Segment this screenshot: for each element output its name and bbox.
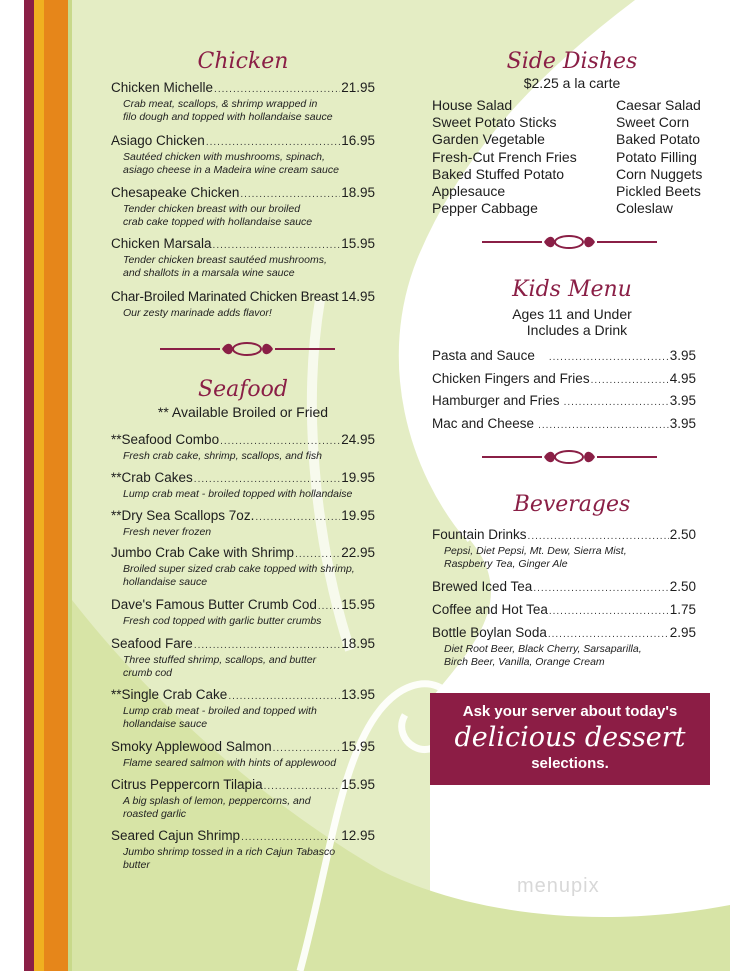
- menu-item: [111, 687, 375, 731]
- chicken-title: Chicken: [197, 49, 289, 74]
- side-item: Corn Nuggets: [616, 165, 703, 182]
- menu-item: [111, 80, 375, 124]
- item-desc: crab cake topped with hollandaise sauce: [123, 216, 313, 228]
- item-desc: and shallots in a marsala wine sauce: [123, 267, 295, 279]
- item-price: 19.95: [341, 508, 375, 523]
- item-name: Coffee and Hot Tea: [432, 602, 548, 617]
- item-name: Seafood Fare: [111, 636, 193, 651]
- menu-item: [111, 508, 375, 539]
- item-desc: Raspberry Tea, Ginger Ale: [444, 558, 568, 570]
- menu-item: [111, 236, 375, 280]
- side-item: Sweet Potato Sticks: [432, 114, 557, 131]
- item-desc: Birch Beer, Vanilla, Orange Cream: [444, 656, 605, 668]
- item-price: 18.95: [341, 636, 375, 651]
- promo-line-2: delicious dessert: [454, 722, 686, 753]
- kids-note-2: Includes a Drink: [526, 322, 628, 338]
- menu-item: [111, 739, 375, 770]
- ornament-divider: [160, 338, 335, 360]
- item-desc: hollandaise sauce: [123, 718, 208, 730]
- stripe-orange: [44, 0, 68, 971]
- item-desc: Tender chicken breast with our broiled: [123, 203, 301, 215]
- item-price: 14.95: [341, 289, 375, 304]
- item-desc: Lump crab meat - broiled topped with hollandaise: [123, 488, 353, 500]
- menu-item: [432, 579, 696, 597]
- side-item: House Salad: [432, 97, 513, 113]
- item-price: 2.50: [669, 527, 696, 542]
- menu-item: [432, 348, 696, 366]
- menu-item: [432, 416, 696, 434]
- item-name: Chesapeake Chicken: [111, 185, 240, 200]
- item-name: Seared Cajun Shrimp: [111, 828, 241, 843]
- item-desc: Fresh never frozen: [123, 526, 212, 538]
- menu-item: [111, 185, 375, 229]
- item-price: 22.95: [341, 545, 375, 560]
- item-desc: roasted garlic: [123, 808, 187, 820]
- sides-header: [432, 50, 712, 91]
- item-price: 18.95: [341, 185, 375, 200]
- item-desc: Diet Root Beer, Black Cherry, Sarsaparilla,: [444, 643, 642, 655]
- item-price: 15.95: [341, 777, 375, 792]
- item-name: Fountain Drinks: [432, 527, 527, 542]
- beverages-title: Beverages: [513, 492, 631, 517]
- item-name: **Single Crab Cake: [111, 687, 228, 702]
- item-name: **Seafood Combo: [111, 432, 220, 447]
- item-price: 12.95: [341, 828, 375, 843]
- item-price: 16.95: [341, 133, 375, 148]
- item-desc: hollandaise sauce: [123, 576, 208, 588]
- item-name: Chicken Marsala: [111, 236, 212, 251]
- stripe-maroon: [24, 0, 34, 971]
- menu-item: [432, 371, 696, 389]
- item-name: Asiago Chicken: [111, 133, 205, 148]
- seafood-title: Seafood: [198, 377, 288, 402]
- item-desc: Our zesty marinade adds flavor!: [123, 307, 272, 319]
- side-item: Caesar Salad: [616, 97, 701, 113]
- item-price: 2.95: [669, 625, 696, 640]
- item-name: Pasta and Sauce: [432, 348, 535, 363]
- item-price: 19.95: [341, 470, 375, 485]
- item-desc: Flame seared salmon with hints of applewood: [123, 757, 337, 769]
- item-name: Bottle Boylan Soda: [432, 625, 547, 640]
- item-name: Chicken Fingers and Fries: [432, 371, 590, 386]
- item-price: 13.95: [341, 687, 375, 702]
- side-item: Fresh-Cut French Fries: [432, 148, 577, 165]
- item-desc: Crab meat, scallops, & shrimp wrapped in: [123, 98, 318, 110]
- item-price: 3.95: [669, 348, 696, 363]
- ornament-divider: [482, 231, 657, 253]
- item-price: 15.95: [341, 597, 375, 612]
- item-name: Char-Broiled Marinated Chicken Breast: [111, 289, 339, 304]
- menu-item: [432, 602, 696, 620]
- side-item: Pepper Cabbage: [432, 200, 538, 217]
- sides-title: Side Dishes: [506, 49, 638, 74]
- item-desc: Fresh crab cake, shrimp, scallops, and fish: [123, 450, 322, 462]
- item-desc: Sautéed chicken with mushrooms, spinach,: [123, 151, 325, 163]
- item-name: Smoky Applewood Salmon: [111, 739, 272, 754]
- sides-price-note: $2.25 a la carte: [523, 75, 621, 91]
- item-desc: Broiled super sized crab cake topped with shrimp,: [123, 563, 355, 575]
- dessert-promo-banner: [430, 693, 710, 785]
- item-price: 2.50: [669, 579, 696, 594]
- seafood-header: [111, 378, 375, 420]
- item-desc: Fresh cod topped with garlic butter crumbs: [123, 615, 322, 627]
- stripe-green: [68, 0, 72, 971]
- chicken-section: [111, 50, 375, 74]
- menu-item: [111, 828, 375, 872]
- item-desc: Tender chicken breast sautéed mushrooms,: [123, 254, 327, 266]
- item-desc: A big splash of lemon, peppercorns, and: [123, 795, 311, 807]
- item-desc: crumb cod: [123, 667, 173, 679]
- item-name: Chicken Michelle: [111, 80, 214, 95]
- item-price: 15.95: [341, 236, 375, 251]
- item-desc: asiago cheese in a Madeira wine cream sauce: [123, 164, 339, 176]
- side-item: Coleslaw: [616, 200, 673, 217]
- ornament-divider: [482, 446, 657, 468]
- menu-item: [111, 545, 375, 589]
- kids-header: [432, 278, 712, 338]
- seafood-subtitle: ** Available Broiled or Fried: [157, 404, 329, 420]
- item-desc: Jumbo shrimp tossed in a rich Cajun Tabasco: [123, 846, 336, 858]
- item-name: Citrus Peppercorn Tilapia: [111, 777, 263, 792]
- menu-item: [111, 289, 375, 320]
- side-item: Pickled Beets: [616, 183, 701, 200]
- item-name: Dave's Famous Butter Crumb Cod: [111, 597, 317, 612]
- side-item: Baked Potato: [616, 131, 701, 148]
- item-name: **Crab Cakes: [111, 470, 193, 485]
- menu-item: [111, 432, 375, 463]
- item-price: 21.95: [341, 80, 375, 95]
- sides-column-2: [616, 97, 702, 217]
- item-name: Jumbo Crab Cake with Shrimp: [111, 545, 295, 560]
- item-name: Hamburger and Fries: [432, 393, 560, 408]
- menu-item: [111, 470, 375, 501]
- item-name: **Dry Sea Scallops 7oz.: [111, 508, 255, 523]
- item-desc: filo dough and topped with hollandaise sauce: [123, 111, 333, 123]
- promo-line-3: selections.: [531, 755, 609, 772]
- menu-item: [111, 133, 375, 177]
- sides-column-1: [432, 97, 577, 217]
- watermark: menupix: [517, 875, 600, 897]
- item-desc: butter: [123, 859, 150, 871]
- side-item: Garden Vegetable: [432, 131, 545, 148]
- side-item: Applesauce: [432, 183, 506, 200]
- side-item: Potato Filling: [616, 148, 697, 165]
- stripe-yellow: [34, 0, 44, 971]
- item-name: Brewed Iced Tea: [432, 579, 533, 594]
- menu-item: [432, 393, 696, 411]
- menu-item: [111, 636, 375, 680]
- item-price: 4.95: [669, 371, 696, 386]
- kids-title: Kids Menu: [512, 277, 632, 302]
- item-price: 3.95: [669, 393, 696, 408]
- menu-item: [111, 597, 375, 628]
- beverages-header: [432, 493, 712, 517]
- item-desc: Three stuffed shrimp, scallops, and butter: [123, 654, 317, 666]
- promo-line-1: Ask your server about today's: [462, 703, 678, 720]
- item-price: 1.75: [669, 602, 696, 617]
- menu-item: [432, 527, 696, 571]
- menu-item: [432, 625, 696, 669]
- item-desc: Lump crab meat - broiled and topped with: [123, 705, 317, 717]
- item-price: 15.95: [341, 739, 375, 754]
- item-price: 3.95: [669, 416, 696, 431]
- menu-item: [111, 777, 375, 821]
- item-price: 24.95: [341, 432, 375, 447]
- item-name: Mac and Cheese: [432, 416, 535, 431]
- side-item: Sweet Corn: [616, 114, 690, 131]
- kids-note-1: Ages 11 and Under: [512, 306, 632, 322]
- item-desc: Pepsi, Diet Pepsi, Mt. Dew, Sierra Mist,: [444, 545, 627, 557]
- side-item: Baked Stuffed Potato: [432, 165, 565, 182]
